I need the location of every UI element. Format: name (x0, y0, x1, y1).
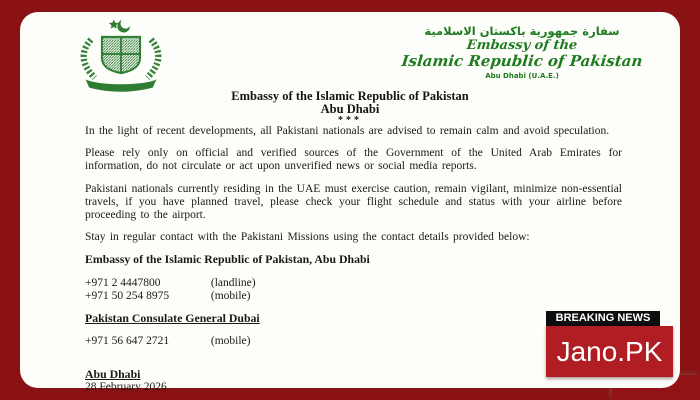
letterhead-location: Abu Dhabi (U.A.E.) (485, 72, 559, 80)
pakistan-state-emblem-icon (62, 17, 180, 93)
heading-separator: *** (338, 115, 362, 126)
document-body (85, 125, 622, 394)
janopk-logo: Jano.PK (546, 326, 673, 377)
letterhead-script-line1: Embassy of the (465, 38, 578, 53)
paragraph-advisory-1: In the light of recent developments, all Pakistani nationals are advised to remain calm and avoid speculation. (85, 125, 610, 137)
consulate-phone-mobile (85, 335, 622, 348)
embassy-phone-mobile (85, 290, 622, 303)
phone-number: +971 56 647 2721 (85, 334, 170, 347)
embassy-phone-landline (85, 277, 622, 290)
paragraph-advisory-2: Please rely only on official and verified sources of the Government of the United Arab Emirates for information, do not circulate or act upon unverified news or social media reports. (85, 147, 622, 173)
document-heading (20, 90, 680, 125)
paragraph-advisory-4: Stay in regular contact with the Pakistani Missions using the contact details provided below: (85, 231, 530, 244)
phone-number: +971 2 4447800 (85, 276, 161, 289)
signoff-block (85, 368, 622, 394)
heading-line2: Abu Dhabi (320, 102, 380, 116)
phone-type: (landline) (210, 276, 256, 289)
phone-number: +971 50 254 8975 (85, 289, 170, 302)
breaking-news-badge: BREAKING NEWS (546, 311, 660, 326)
letterhead-right-block (372, 24, 672, 81)
phone-type: (mobile) (210, 289, 251, 302)
letterhead-arabic-title: سفارة جمهورية باكستان الاسلامية (424, 24, 620, 38)
signoff-place: Abu Dhabi (85, 366, 141, 381)
letterhead-script-line2: Islamic Republic of Pakistan (400, 52, 644, 70)
signoff-date: 28 February 2026 (85, 380, 167, 393)
consulate-contact-block (85, 312, 622, 348)
paragraph-advisory-3: Pakistani nationals currently residing in the UAE must exercise caution, remain vigilant, minimize non-essential travels, if you have planned travel, please check your flight schedule and status with your airline before proceeding to the airport. (85, 182, 622, 222)
heading-line1: Embassy of the Islamic Republic of Pakistan (231, 89, 469, 103)
embassy-contact-title: Embassy of the Islamic Republic of Pakistan, Abu Dhabi (85, 252, 370, 267)
phone-type: (mobile) (210, 334, 251, 347)
consulate-contact-title: Pakistan Consulate General Dubai (85, 310, 260, 325)
